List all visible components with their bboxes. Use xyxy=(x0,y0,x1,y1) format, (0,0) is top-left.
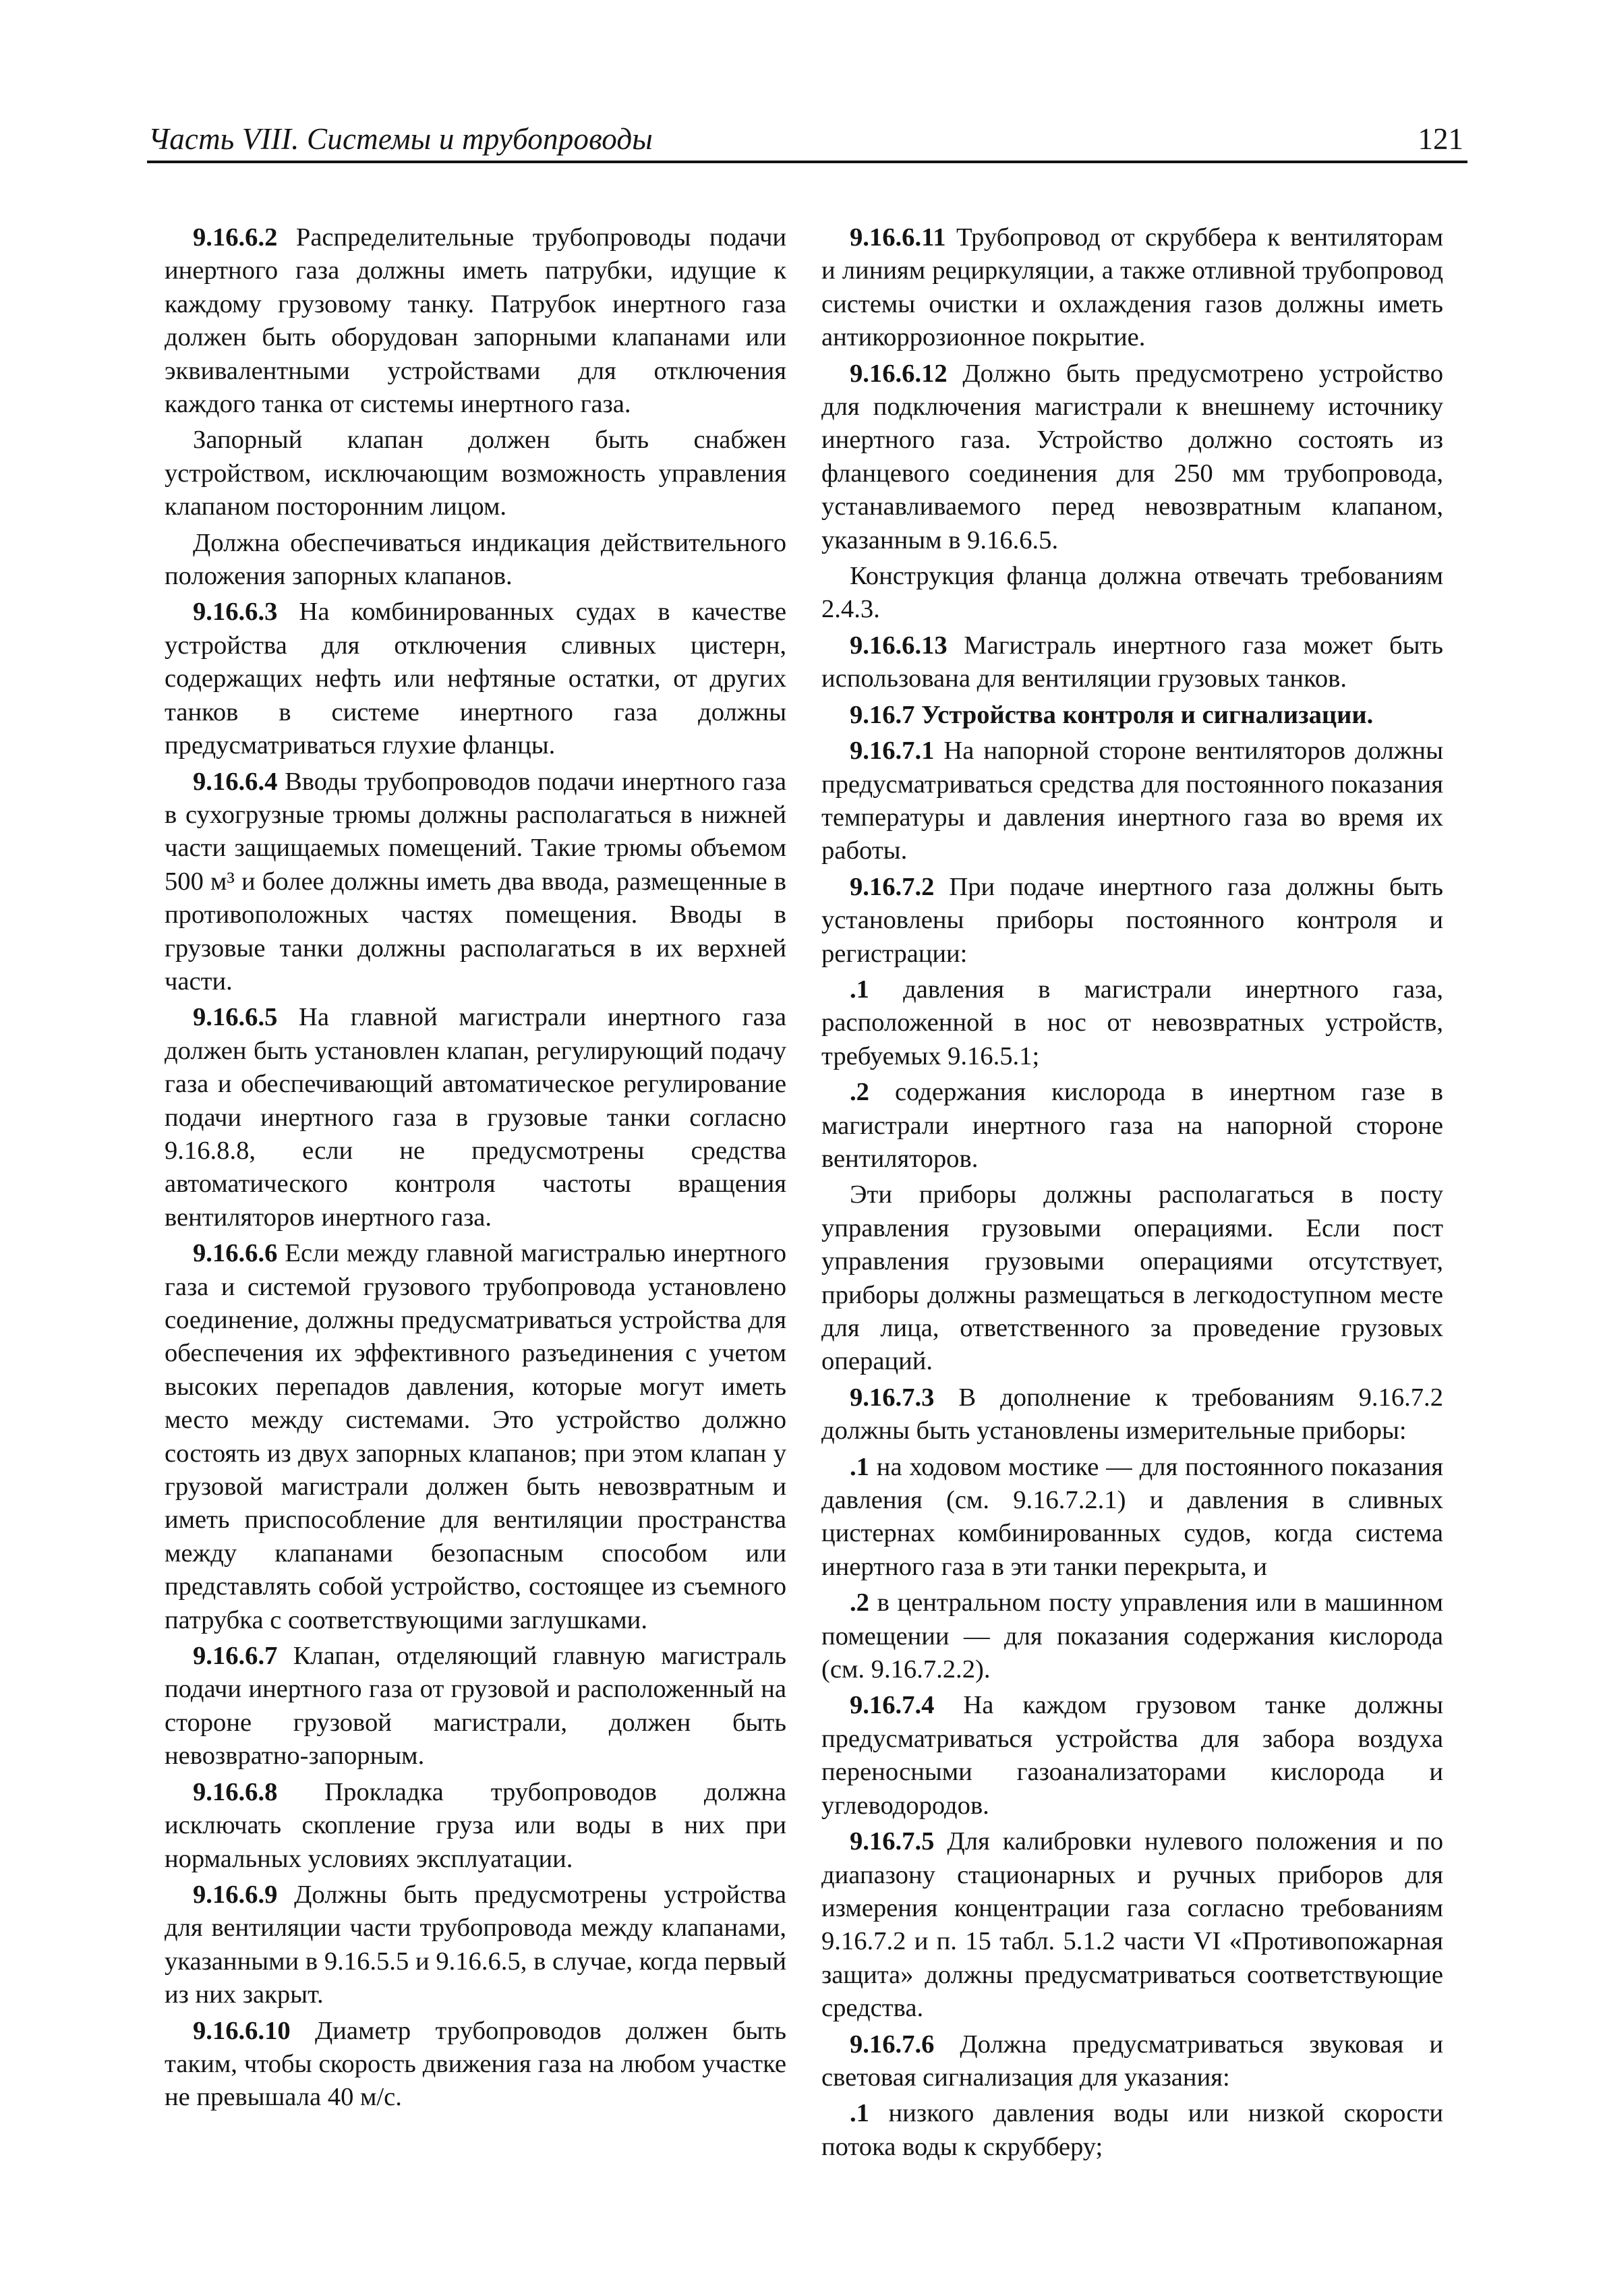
clause-number: 9.16.7.3 xyxy=(850,1383,935,1412)
right-column xyxy=(821,221,1443,2166)
paragraph xyxy=(821,357,1443,557)
paragraph-text: Клапан, отделяющий главную магистраль подачи инертного газа от грузовой и расположенный на стороне грузовой магистрали, должен быть невозвратно-запорным. xyxy=(165,1642,786,1771)
paragraph xyxy=(165,596,786,762)
section-title: 9.16.7 Устройства контроля и сигнализации. xyxy=(850,700,1374,729)
paragraph xyxy=(165,424,786,523)
clause-number: 9.16.7.5 xyxy=(850,1827,935,1856)
paragraph xyxy=(165,527,786,594)
paragraph-text: На комбинированных судах в качестве устройства для отключения сливных цистерн, содержащих нефть или нефтяные остатки, от других танков в системе инертного газа должны предусматриваться глухие фланцы. xyxy=(165,598,786,760)
paragraph-text: Диаметр трубопроводов должен быть таким, чтобы скорость движения газа на любом участке не превышала 40 м/с. xyxy=(165,2016,786,2112)
paragraph xyxy=(821,629,1443,696)
paragraph xyxy=(821,2028,1443,2095)
clause-number: 9.16.7.4 xyxy=(850,1691,935,1720)
clause-number: 9.16.6.2 xyxy=(193,223,278,252)
paragraph-text: Распределительные трубопроводы подачи инертного газа должны иметь патрубки, идущие к каждому грузовому танку. Патрубок инертного газа должен быть оборудован запорными клапанами или эквивалентными устройствами для отключения каждого танка от системы инертного газа. xyxy=(165,223,786,419)
clause-number: 9.16.6.4 xyxy=(193,767,278,796)
clause-number: 9.16.7.2 xyxy=(850,872,935,901)
list-marker: .1 xyxy=(850,975,869,1004)
paragraph xyxy=(165,766,786,999)
paragraph-text: Должно быть предусмотрено устройство для подключения магистрали к внешнему источнику инертного газа. Устройство должно состоять из фланцевого соединения для 250 мм трубопровода, устанавливаемого перед невозвратным клапаном, указанным в 9.16.6.5. xyxy=(821,359,1443,554)
paragraph-text: содержания кислорода в инертном газе в магистрали инертного газа на напорной стороне вентиляторов. xyxy=(821,1078,1443,1173)
paragraph xyxy=(165,221,786,421)
paragraph xyxy=(821,1825,1443,2025)
paragraph xyxy=(821,1689,1443,1823)
left-column xyxy=(165,221,786,2117)
clause-number: 9.16.6.7 xyxy=(193,1642,278,1671)
list-item xyxy=(821,2097,1443,2164)
paragraph-text: Если между главной магистралью инертного газа и системой грузового трубопровода установлено соединение, должны предусматриваться устройства для обеспечения их эффективного разъединения с учетом высоких перепадов давления, которые могут иметь место между системами. Это устройство должно состоять из двух запорных клапанов; при этом клапан у грузовой магистрали должен быть невозвратным и иметь приспособление для вентиляции пространства между клапанами безопасным способом или представлять собой устройство, состоящее из съемного патрубка с соответствующими заглушками. xyxy=(165,1239,786,1634)
list-item xyxy=(821,1076,1443,1176)
paragraph-text: на ходовом мостике — для постоянного показания давления (см. 9.16.7.2.1) и давления в сливных цистернах комбинированных судов, когда система инертного газа в эти танки перекрыта, и xyxy=(821,1452,1443,1581)
list-marker: .1 xyxy=(850,2099,869,2128)
list-marker: .2 xyxy=(850,1588,869,1617)
clause-number: 9.16.7.1 xyxy=(850,737,935,766)
paragraph-text: Для калибровки нулевого положения и по диапазону стационарных и ручных приборов для измерения концентрации газа согласно требованиям 9.16.7.2 и п. 15 табл. 5.1.2 части VI «Противопожарная защита» должны предусматриваться соответствующие средства. xyxy=(821,1827,1443,2023)
list-item xyxy=(821,973,1443,1073)
header-title: Часть VIII. Системы и трубопроводы xyxy=(148,122,653,156)
list-marker: .1 xyxy=(850,1452,869,1481)
paragraph xyxy=(821,560,1443,627)
paragraph-text: Эти приборы должны располагаться в посту управления грузовыми операциями. Если пост управления грузовыми операциями отсутствует, приборы должны размещаться в легкодоступном месте для лица, ответственного за проведение грузовых операций. xyxy=(821,1180,1443,1376)
paragraph xyxy=(821,1178,1443,1378)
clause-number: 9.16.6.11 xyxy=(850,223,946,252)
paragraph xyxy=(821,871,1443,971)
paragraph-text: Должна обеспечиваться индикация действительного положения запорных клапанов. xyxy=(165,528,786,591)
paragraph-text: Запорный клапан должен быть снабжен устройством, исключающим возможность управления клапаном посторонним лицом. xyxy=(165,426,786,521)
clause-number: 9.16.6.5 xyxy=(193,1003,278,1032)
paragraph xyxy=(165,1001,786,1234)
paragraph-text: Должна предусматриваться звуковая и световая сигнализация для указания: xyxy=(821,2030,1443,2092)
paragraph xyxy=(165,1237,786,1637)
paragraph xyxy=(165,1776,786,1876)
section-heading xyxy=(821,699,1443,732)
paragraph-text: Должны быть предусмотрены устройства для вентиляции части трубопровода между клапанами, указанными в 9.16.5.5 и 9.16.6.5, в случае, когда первый из них закрыт. xyxy=(165,1880,786,2009)
paragraph xyxy=(165,1878,786,2012)
paragraph xyxy=(165,1640,786,1773)
clause-number: 9.16.6.8 xyxy=(193,1777,278,1806)
paragraph-text: давления в магистрали инертного газа, расположенной в нос от невозвратных устройств, требуемых 9.16.5.1; xyxy=(821,975,1443,1070)
paragraph-text: низкого давления воды или низкой скорости потока воды к скрубберу; xyxy=(821,2099,1443,2161)
page-number: 121 xyxy=(1418,122,1463,156)
clause-number: 9.16.6.9 xyxy=(193,1880,278,1909)
list-item xyxy=(821,1586,1443,1686)
list-marker: .2 xyxy=(850,1078,869,1107)
paragraph-text: При подаче инертного газа должны быть установлены приборы постоянного контроля и регистрации: xyxy=(821,872,1443,968)
clause-number: 9.16.6.13 xyxy=(850,631,948,660)
paragraph-text: На напорной стороне вентиляторов должны предусматриваться средства для постоянного показания температуры и давления инертного газа во время их работы. xyxy=(821,737,1443,865)
paragraph-text: Вводы трубопроводов подачи инертного газа в сухогрузные трюмы должны располагаться в нижней части защищаемых помещений. Такие трюмы объемом 500 м³ и более должны иметь два ввода, размещенные в противоположных частях помещения. Вводы в грузовые танки должны располагаться в их верхней части. xyxy=(165,767,786,996)
clause-number: 9.16.6.6 xyxy=(193,1239,278,1268)
paragraph xyxy=(821,1381,1443,1448)
clause-number: 9.16.7.6 xyxy=(850,2030,935,2059)
paragraph-text: Магистраль инертного газа может быть использована для вентиляции грузовых танков. xyxy=(821,631,1443,693)
clause-number: 9.16.6.3 xyxy=(193,598,278,627)
paragraph-text: в центральном посту управления или в машинном помещении — для показания содержания кислорода (см. 9.16.7.2.2). xyxy=(821,1588,1443,1684)
paragraph xyxy=(165,2015,786,2115)
paragraph xyxy=(821,735,1443,868)
paragraph-text: На каждом грузовом танке должны предусматриваться устройства для забора воздуха переносными газоанализаторами кислорода и углеводородов. xyxy=(821,1691,1443,1820)
paragraph-text: В дополнение к требованиям 9.16.7.2 должны быть установлены измерительные приборы: xyxy=(821,1383,1443,1445)
paragraph-text: Трубопровод от скруббера к вентиляторам и линиям рециркуляции, а также отливной трубопровод системы очистки и охлаждения газов должны иметь антикоррозионное покрытие. xyxy=(821,223,1443,352)
list-item xyxy=(821,1451,1443,1584)
paragraph-text: Прокладка трубопроводов должна исключать скопление груза или воды в них при нормальных условиях эксплуатации. xyxy=(165,1777,786,1873)
clause-number: 9.16.6.12 xyxy=(850,359,948,388)
paragraph-text: На главной магистрали инертного газа должен быть установлен клапан, регулирующий подачу газа и обеспечивающий автоматическое регулирование подачи инертного газа в грузовые танки согласно 9.16.8.8, если не предусмотрены средства автоматического контроля частоты вращения вентиляторов инертного газа. xyxy=(165,1003,786,1232)
clause-number: 9.16.6.10 xyxy=(193,2016,291,2045)
paragraph xyxy=(821,221,1443,355)
paragraph-text: Конструкция фланца должна отвечать требованиям 2.4.3. xyxy=(821,562,1443,624)
running-header xyxy=(147,120,1467,163)
